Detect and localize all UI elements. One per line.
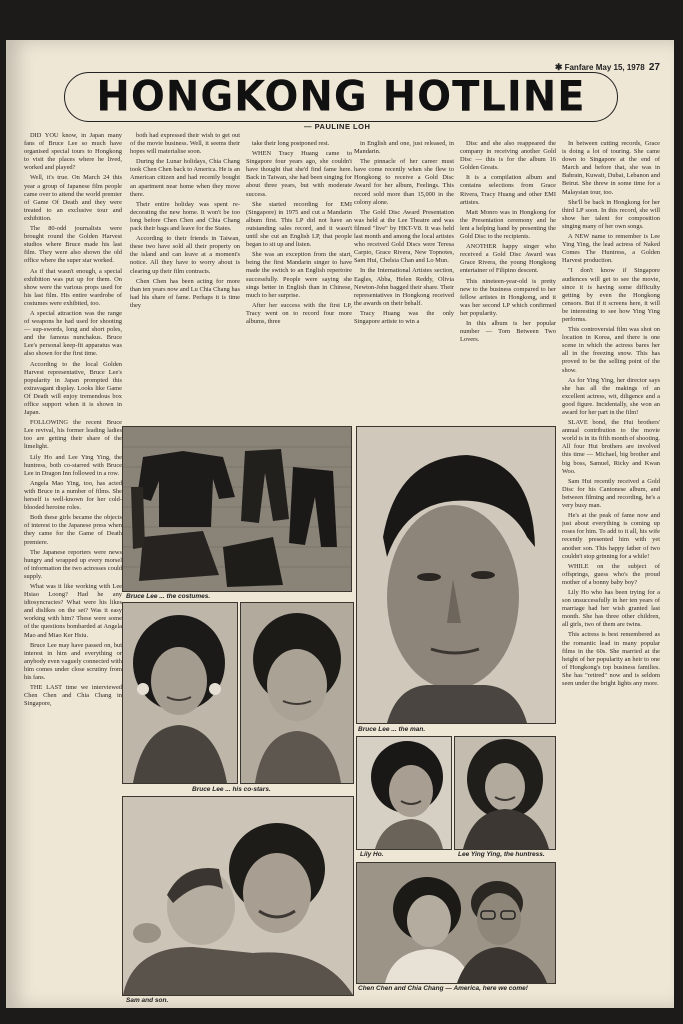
- article-paragraph: ANOTHER happy singer who received a Gold Disc Award was Grace Rivera, the young Hongkong entertainer of Filipino descent.: [460, 243, 556, 275]
- article-paragraph: A NEW name to remember is Lee Ying Ying, the lead actress of Naked Comes The Huntress, a Golden Harvest production.: [562, 233, 660, 265]
- article-paragraph: Angela Mao Ying, too, has acted with Bruce in a number of films. She herself is well-known for her cold-blooded heroine roles.: [24, 479, 122, 512]
- page-number: 27: [648, 62, 660, 73]
- article-paragraph: After her success with the first LP, Tracy went on to record four more albums, three: [246, 301, 352, 325]
- article-paragraph: The Gold Disc Award Presentation was held at the Lee Theatre and was filmed "live" by HKT-V8. It was held last month and among the local artistes who received Gold Discs were Teresa Carpio, Grace Rivera, New Topnotes, Sam Hui, Chelsia Chan and Lo Mun.: [354, 208, 454, 265]
- sam-and-son-image: [123, 797, 353, 995]
- article-paragraph: THE LAST time we interviewed Chen Chen and Chia Chang in Singapore,: [24, 684, 122, 708]
- article-paragraph: A special attraction was the range of weapons he had used for shooting — sup-swords, long and short poles, and the famous nunchakus. Bruce Lee's personal keep-fit apparatus was also shown for the first time.: [24, 309, 122, 358]
- article-paragraph: Both these girls became the objects of interest to the Japanese press when they came for the Game of Death premiere.: [24, 514, 122, 546]
- article-paragraph: FOLLOWING the recent Bruce Lee revival, his former leading ladies too are getting their share of the limelight.: [24, 419, 122, 451]
- article-paragraph: It is a compilation album and contains selections from Grace Rivera, Tracy Huang and other EMI artistes.: [460, 174, 556, 206]
- article-paragraph: DID YOU know, in Japan many fans of Bruce Lee so much have organised special tours to Hongkong to visit the places where he lived, worked and played?: [24, 132, 122, 172]
- article-paragraph: take their long postponed rest.: [252, 140, 330, 147]
- photo-lee-ying-ying: [454, 736, 556, 850]
- article-paragraph: As for Ying Ying, her director says she has all the makings of an excellent actress, wit, diligence and a good figure. Incidentally, she won an award for her part in the film!: [562, 376, 660, 416]
- article-paragraph: Matt Monro was in Hongkong for the Presentation ceremony and he lent a helping hand by presenting the Gold Disc to the recipients.: [460, 208, 556, 241]
- article-paragraph: WHEN Tracy Huang came to Singapore four years ago, she couldn't have thought that she'd find fame here. Back in Taiwan, she had been singing for about three years, but with moderate success.: [246, 150, 352, 198]
- photo-chen-chen-chia-chang: [356, 862, 556, 984]
- costar-left-image: [123, 603, 237, 783]
- article-paragraph: in English and one, just released, in Mandarin.: [354, 140, 454, 156]
- lee-ying-ying-image: [455, 737, 555, 849]
- article-paragraph: This nineteen-year-old is pretty new to the business compared to her fellow artistes in Hongkong, and it was her second LP which confirmed her popularity.: [460, 277, 556, 317]
- masthead: [64, 72, 618, 122]
- article-paragraph: The 80-odd journalists were brought round the Golden Harvest studios where Bruce made his last film. They were also shown the old office where the super star worked.: [24, 225, 122, 265]
- photo-sam-and-son: [122, 796, 354, 996]
- article-paragraph: In the International Artistes section, Eagles, Abba, Helen Reddy, Olivia Newton-John bagged their share. Their representatives in Hongkong received the awards on their behalf.: [354, 267, 454, 307]
- article-column-6: [562, 140, 660, 998]
- caption-costars: Bruce Lee ... his co-stars.: [192, 786, 271, 793]
- article-paragraph: Chen Chen has been acting for more than ten years now and Lu Chia Chang has had his share of fame. Perhaps it is time they: [130, 277, 240, 309]
- caption-sam-and-son: Sam and son.: [126, 997, 169, 1004]
- article-column-5: [460, 140, 556, 460]
- article-column-2: [130, 132, 240, 466]
- article-paragraph: Well, it's true. On March 24 this year a group of Japanese film people came over to attend the world premier of Game Of Death and they were treated to an exclusive tour and exhibition.: [24, 174, 122, 222]
- article-paragraph: This controversial film was shot on location in Korea, and there is one scene in which the actress bares her all in the freezing snow. This has proved to be the selling point of the show.: [562, 326, 660, 374]
- article-paragraph: What was it like working with Lee Hsiao Loong? Had he any idiosyncracies? What were his likes and dislikes on the set? Was it easy working with him? These were some of the questions bombarded at Angela Mao and Miao Ker Hsiu.: [24, 582, 122, 639]
- article-paragraph: SLAVE bond, the Hui brothers' annual contribution to the movie world is in its fifth month of shooting. All four Hui brothers are involved this time — Michael, big brother and big boss, Samuel, Ricky and Kwan Woo.: [562, 419, 660, 475]
- article-paragraph: Tracy Huang was the only Singapore artiste to win a: [354, 309, 454, 325]
- article-paragraph: According to their friends in Taiwan, these two have sold all their property on the island and can leave at a moment's notice. All they have to worry about is clearing up their film contracts.: [130, 235, 240, 275]
- article-paragraph: both had expressed their wish to get out of the movie business. Well, it seems their hopes will materialise soon.: [130, 132, 240, 156]
- article-paragraph: The pinnacle of her career must have come recently when she flew to Hongkong to receive a Gold Disc Award for her album, Feelings. This record sold more than 15,000 in the colony alone.: [354, 158, 454, 206]
- article-paragraph: Lily Ho and Lee Ying Ying, the huntress, both co-starred with Bruce Lee in Dragon Inn followed in a row.: [24, 453, 122, 477]
- article-column-1: [24, 132, 122, 1000]
- chen-chen-chia-chang-image: [357, 863, 555, 983]
- article-paragraph: Their entire holiday was spent re-decorating the new home. It won't be too long before Chen Chen and Chia Chang pack their bags and leave for the States.: [130, 200, 240, 233]
- caption-huntress: Lee Ying Ying, the huntress.: [458, 851, 545, 858]
- article-paragraph: Disc and she also reappeared the company in receiving another Gold Disc — this is for the album 16 Golden Greats.: [460, 140, 556, 172]
- article-paragraph: The Japanese reporters were news hungry and wrapped up every morsel of information the two actresses could supply.: [24, 548, 122, 580]
- article-paragraph: She'll be back in Hongkong for her third LP soon. In this record, she will show her talent for composition singing many of her own songs.: [562, 198, 660, 230]
- article-paragraph: In between cutting records, Grace is doing a lot of touring. She came down to Singapore at the end of March and before that, she was in Bahrain, Kuwait, Dubai, Lebanon and Beirut. She threw in some time for a Malaysian tour, too.: [562, 140, 660, 196]
- article-paragraph: According to the local Golden Harvest representative, Bruce Lee's popularity in Japan prompted this extravagant display. Looks like Game Of Death will enjoy tremendous box office support when it is shown in Japan.: [24, 360, 122, 417]
- article-paragraph: She was an exception from the start, being the first Mandarin singer to have made the switch to an English repertoire successfully. People were saying she sings better in English than in Chinese, much to her surprise.: [246, 251, 352, 299]
- article-paragraph: She started recording for EMI (Singapore) in 1975 and cut a Mandarin album first. This LP did not have an outstanding sales record, and it wasn't until she cut an English LP, that people began to sit up and listen.: [246, 200, 352, 249]
- costar-right-image: [241, 603, 353, 783]
- article-paragraph: WHILE on the subject of offsprings, guess who's the proud mother of a bonny baby boy?: [562, 562, 660, 586]
- photo-costumes: [122, 426, 352, 592]
- article-paragraph: "I don't know if Singapore audiences will get to see the movie, since it is having some difficulty getting by even the Hongkong censors. But if it screens here, it will be interesting to see how Ying Ying performs.: [562, 267, 660, 323]
- publication-date: Fanfare May 15, 1978: [564, 63, 645, 72]
- photo-bruce-lee: [356, 426, 556, 724]
- article-paragraph: Sam Hui recently received a Gold Disc for his Cantonese album, and between filming and recording, he's a very busy man.: [562, 477, 660, 510]
- photo-costar-right: [240, 602, 354, 784]
- article-column-3: [246, 140, 352, 466]
- star-icon: ✱: [554, 62, 563, 72]
- article-paragraph: He's at the peak of fame now and just about everything is coming up roses for him. To add to it all, his wife recently presented him with yet another son. This happy father of two couldn't stop grinning for a while!: [562, 512, 660, 560]
- caption-lily-ho: Lily Ho.: [360, 851, 384, 858]
- photo-lily-ho: [356, 736, 452, 850]
- article-paragraph: Lily Ho who has been trying for a son unsuccessfully in her ten years of marriage had her wish granted last month. She has three other children, all girls, two of them are twins.: [562, 588, 660, 629]
- lily-ho-image: [357, 737, 451, 849]
- article-paragraph: This actress is best remembered as the romantic lead in many popular films in the 60s. She married at the height of her popularity an heir to one of Hongkong's top business families. She has "retired" now and is seldom seen under the bright lights any more.: [562, 631, 660, 687]
- article-paragraph: As if that wasn't enough, a special exhibition was put up for them. On show were the various props used for his last film. His entire wardrobe of costumes were exhibited, too.: [24, 267, 122, 307]
- photo-costar-left: [122, 602, 238, 784]
- costumes-image: [123, 427, 351, 591]
- article-paragraph: During the Lunar holidays, Chia Chang took Chen Chen back to America. He is an American citizen and had recently bought an apartment near home when they move there.: [130, 158, 240, 198]
- article-paragraph: Bruce Lee may have passed on, but interest in him and everything or anybody even vaguely connected with him comes under close scrutiny from his fans.: [24, 641, 122, 681]
- page-title: HONGKONG HOTLINE: [96, 72, 586, 122]
- byline: — PAULINE LOH: [304, 122, 370, 131]
- magazine-page: [6, 40, 674, 1008]
- article-paragraph: In this album is her popular number — Torn Between Two Lovers.: [460, 319, 556, 344]
- caption-bruce-lee-man: Bruce Lee ... the man.: [358, 726, 426, 733]
- bruce-lee-portrait: [357, 427, 555, 723]
- caption-chen-chen-chia-chang: Chen Chen and Chia Chang — America, here we come!: [358, 985, 528, 992]
- article-column-4: [354, 140, 454, 460]
- caption-costumes: Bruce Lee ... the costumes.: [126, 593, 211, 600]
